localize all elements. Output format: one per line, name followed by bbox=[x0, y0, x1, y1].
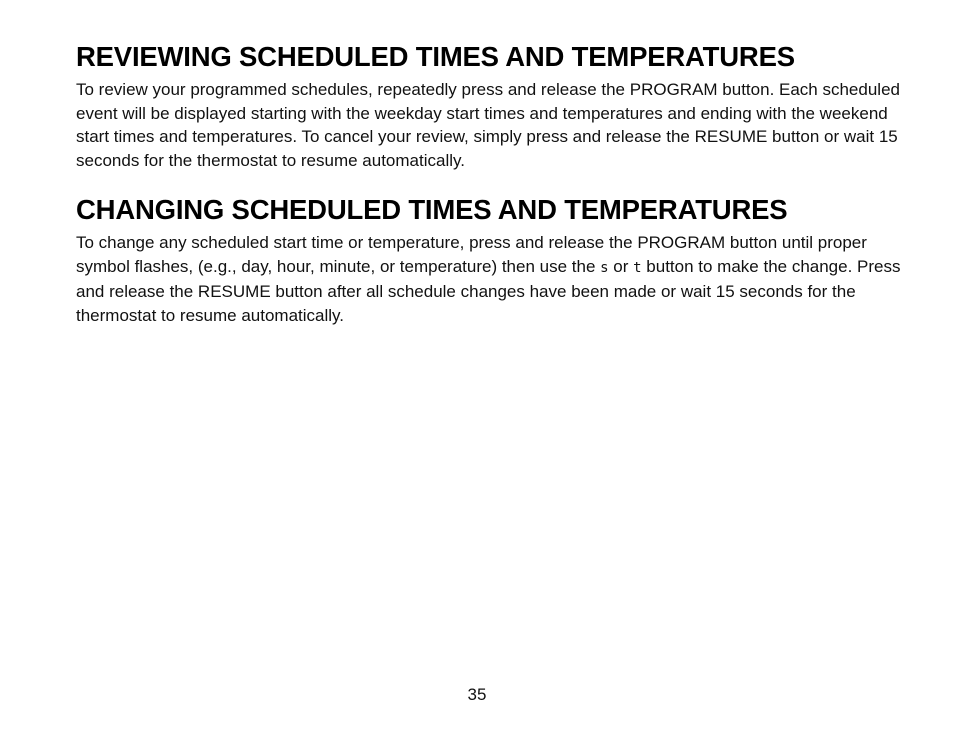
down-arrow-symbol: t bbox=[633, 259, 642, 276]
changing-paragraph-or: or bbox=[608, 256, 634, 276]
changing-paragraph-part1: To change any scheduled start time or temperature, press and release the PROGRAM button until proper symbol flashes, (e.g., day, hour, minute, or temperature) then use the bbox=[76, 233, 867, 276]
reviewing-heading: REVIEWING SCHEDULED TIMES AND TEMPERATURES bbox=[76, 41, 795, 72]
reviewing-section bbox=[76, 40, 906, 172]
up-arrow-symbol: s bbox=[600, 259, 609, 276]
changing-section bbox=[76, 193, 906, 327]
reviewing-paragraph: To review your programmed schedules, repeatedly press and release the PROGRAM button. Each scheduled event will be displayed starting with the weekday start times and temperatures and ending with the weekend start times and temperatures. To cancel your review, simply press and release the RESUME button or wait 15 seconds for the thermostat to resume automatically. bbox=[76, 80, 900, 170]
page-number: 35 bbox=[467, 685, 487, 704]
changing-paragraph-part2: button to make the change. Press and release the RESUME button after all schedule changes have been made or wait 15 seconds for the thermostat to resume automatically. bbox=[76, 256, 901, 325]
changing-heading: CHANGING SCHEDULED TIMES AND TEMPERATURES bbox=[76, 194, 788, 225]
document-page bbox=[76, 40, 906, 327]
changing-paragraph bbox=[76, 231, 906, 327]
